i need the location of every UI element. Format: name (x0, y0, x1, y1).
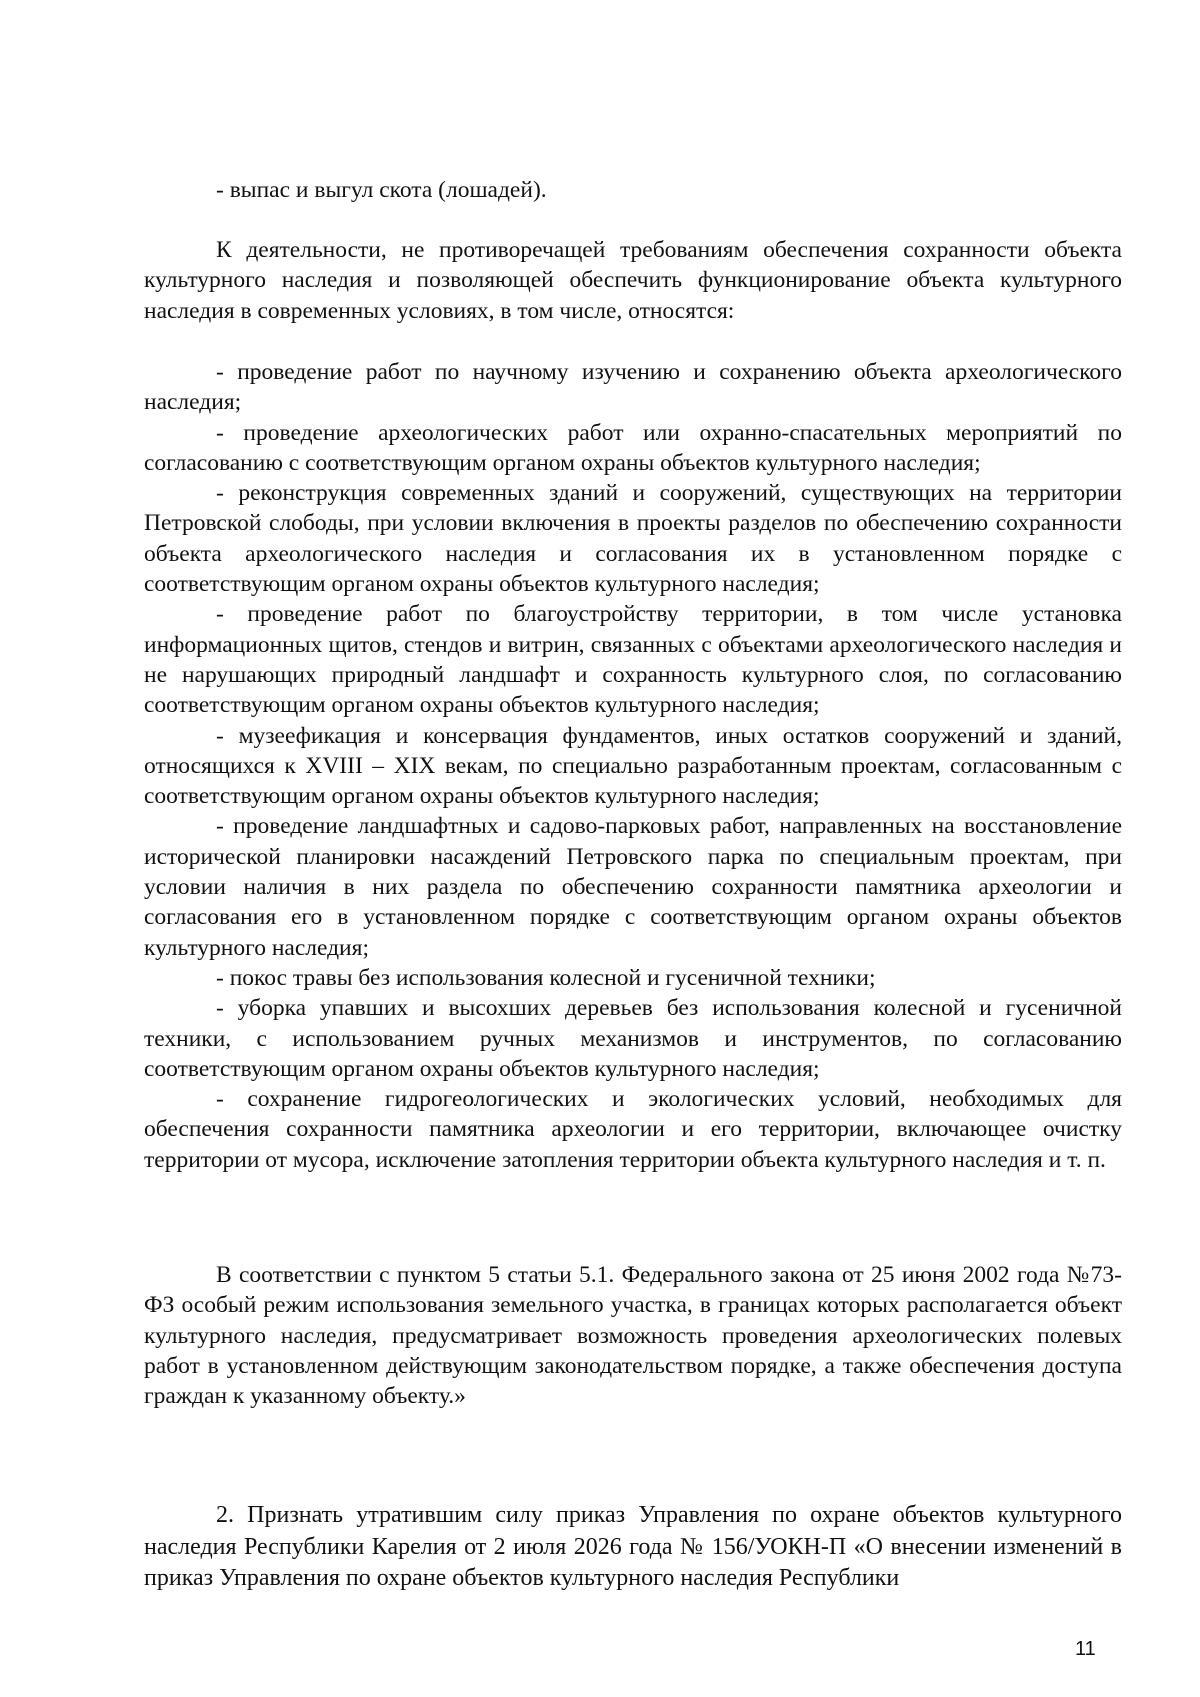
page-number: 11 (1075, 1638, 1096, 1660)
list-item: - сохранение гидрогеологических и экологических условий, необходимых для обеспечения сохранности памятника археологии и его территории, включающее очистку территории от мусора, исключение затопления территории объекта культурного наследия и т. п. (144, 1086, 1122, 1173)
activities-list (144, 357, 1122, 1175)
list-item: - покос травы без использования колесной и гусеничной техники; (216, 964, 876, 991)
item-2-paragraph (144, 1500, 1122, 1595)
item-2-text: 2. Признать утратившим силу приказ Управления по охране объектов культурного наследия Республики Карелия от 2 июля 2026 года № 156/УОКН-П «О внесении изменений в приказ Управления по охране объектов культурного наследия Республики (144, 1502, 1122, 1591)
activities-text: К деятельности, не противоречащей требованиям обеспечения сохранности объекта культурного наследия и позволяющей обеспечить функционирование объекта культурного наследия в современных условиях, в том числе, относятся: (144, 237, 1122, 324)
law-text: В соответствии с пунктом 5 статьи 5.1. Федерального закона от 25 июня 2002 года №73-ФЗ особый режим использования земельного участка, в границах которых располагается объект культурного наследия, предусматривает возможность проведения археологических полевых работ в установленном действующим законодательством порядке, а также обеспечения доступа граждан к указанному объекту.» (144, 1262, 1122, 1410)
list-item: - проведение ландшафтных и садово-парковых работ, направленных на восстановление исторической планировки насаждений Петровского парка по специальным проектам, при условии наличия в них раздела по обеспечению сохранности памятника археологии и согласования его в установленном порядке с соответствующим органом охраны объектов культурного наследия; (144, 813, 1122, 961)
list-item: - проведение археологических работ или охранно-спасательных мероприятий по согласованию с соответствующим органом охраны объектов культурного наследия; (144, 419, 1122, 476)
intro-line: - выпас и выгул скота (лошадей). (216, 177, 547, 203)
law-paragraph (144, 1260, 1122, 1411)
list-item: - реконструкция современных зданий и сооружений, существующих на территории Петровской слободы, при условии включения в проекты разделов по обеспечению сохранности объекта археологического наследия и согласования их в установленном порядке с соответствующим органом охраны объектов культурного наследия; (144, 480, 1122, 598)
list-item: - уборка упавших и высохших деревьев без использования колесной и гусеничной техники, с использованием ручных механизмов и инструментов, по согласованию соответствующим органом охраны объектов культурного наследия; (144, 995, 1122, 1082)
list-item: - проведение работ по научному изучению и сохранению объекта археологического наследия; (144, 359, 1122, 416)
activities-paragraph (144, 235, 1122, 326)
list-item: - проведение работ по благоустройству территории, в том числе установка информационных щитов, стендов и витрин, связанных с объектами археологического наследия и не нарушающих природный ландшафт и сохранность культурного слоя, по согласованию соответствующим органом охраны объектов культурного наследия; (144, 601, 1122, 719)
intro-paragraph (144, 175, 1122, 205)
list-item: - музеефикация и консервация фундаментов, иных остатков сооружений и зданий, относящихся к XVIII – XIX векам, по специально разработанным проектам, согласованным с соответствующим органом охраны объектов культурного наследия; (144, 722, 1122, 810)
